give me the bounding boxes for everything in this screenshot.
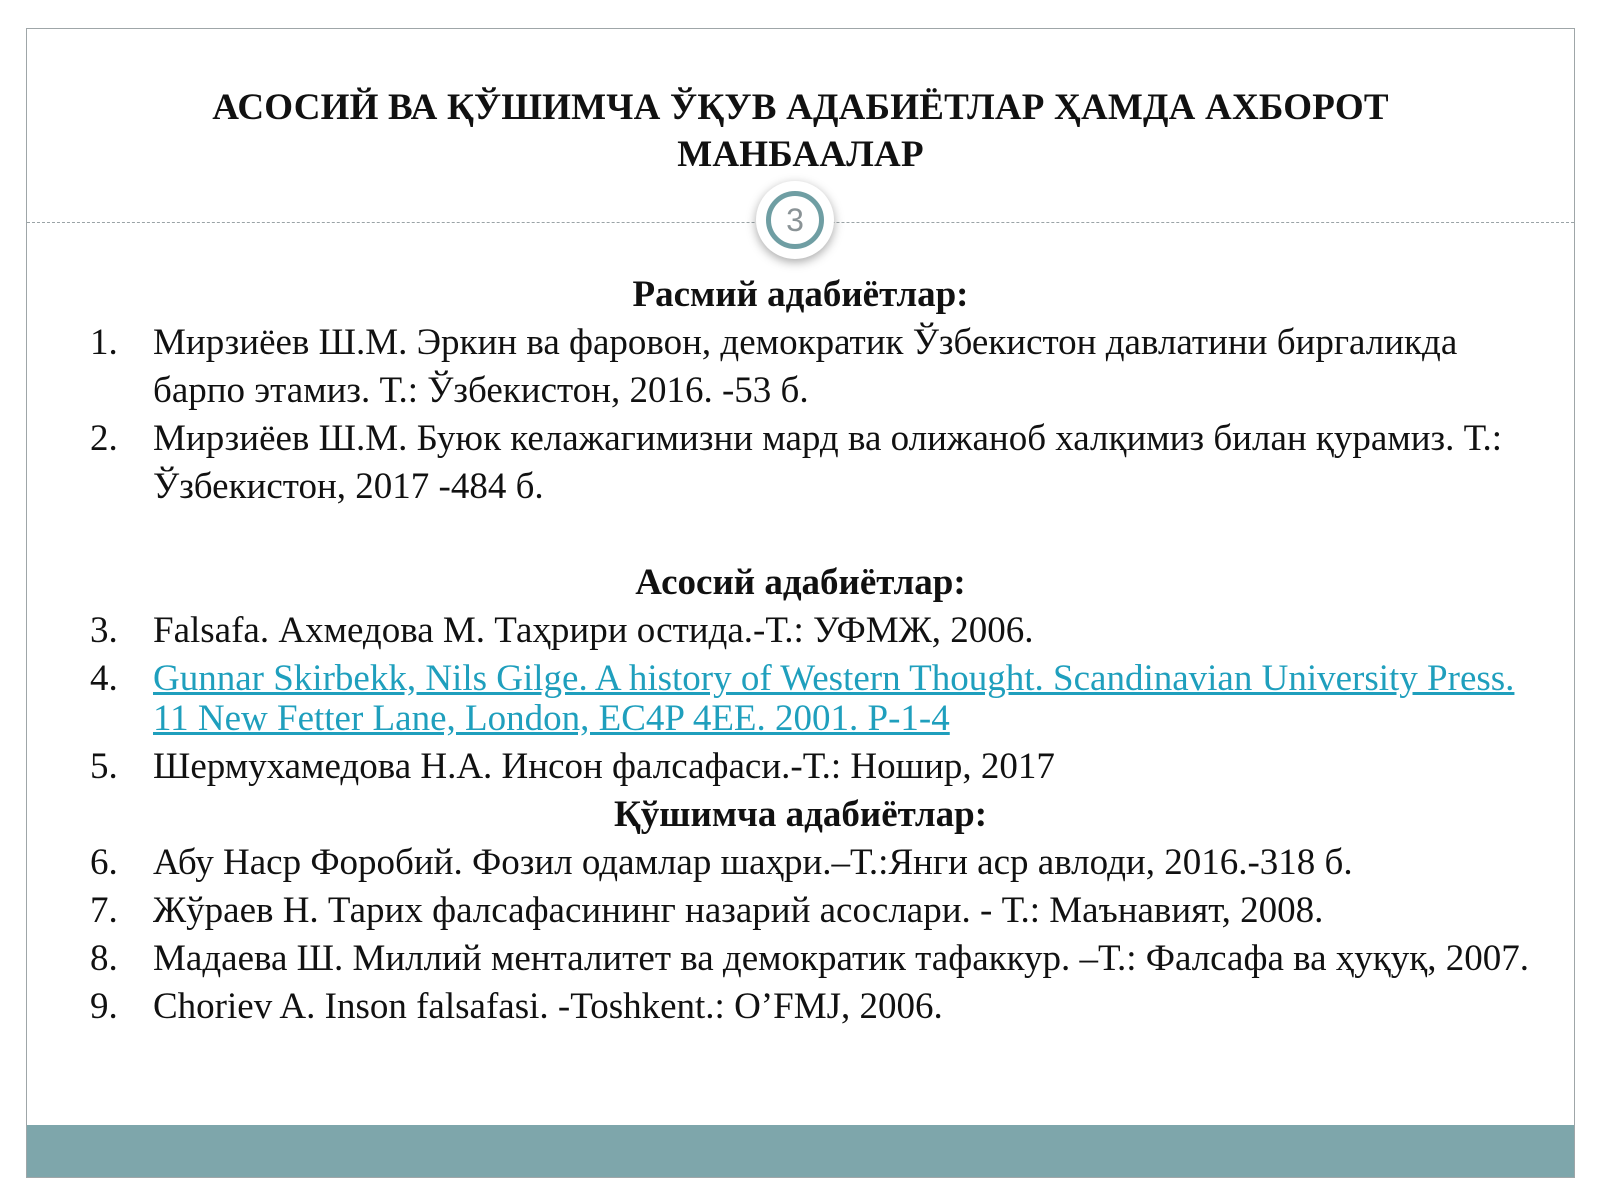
slide xyxy=(26,28,1575,1178)
list-item xyxy=(27,887,1574,935)
list-item-text: Choriev A. Inson falsafasi. -Toshkent.: O’FMJ, 2006. xyxy=(153,986,943,1027)
list-item xyxy=(27,743,1574,791)
list-item-text: Шермухамедова Н.А. Инсон фалсафаси.-Т.: Ношир, 2017 xyxy=(153,746,1055,787)
list-item-number: 8. xyxy=(90,938,118,979)
list-item-number: 6. xyxy=(90,842,118,883)
list-item-text: Мадаева Ш. Миллий менталитет ва демократик тафаккур. –Т.: Фалсафа ва ҳуқуқ, 2007. xyxy=(153,938,1529,979)
list-item xyxy=(27,415,1574,511)
section-heading-main: Асосий адабиётлар: xyxy=(635,562,966,603)
list-item-text: Абу Наср Форобий. Фозил одамлар шаҳри.–Т.:Янги аср авлоди, 2016.-318 б. xyxy=(153,842,1353,883)
list-item-text: Жўраев Н. Тарих фалсафасининг назарий асослари. - Т.: Маънавият, 2008. xyxy=(153,890,1324,931)
section-heading-official: Расмий адабиётлар: xyxy=(632,274,969,315)
list-item xyxy=(27,319,1574,415)
list-item-number: 3. xyxy=(90,610,118,651)
list-item-number: 1. xyxy=(90,322,118,363)
list-item-number: 2. xyxy=(90,418,118,459)
reference-link[interactable]: Gunnar Skirbekk, Nils Gilge. A history of Western Thought. Scandinavian University Press. 11 New Fetter Lane, London, EC4P 4EE. 2001. P-1-4 xyxy=(153,658,1515,739)
list-item xyxy=(27,983,1574,1031)
slide-title-line-2: МАНБААЛАР xyxy=(677,134,924,175)
list-item xyxy=(27,839,1574,887)
section-heading-additional: Қўшимча адабиётлар: xyxy=(613,794,988,835)
list-item-text: Falsafa. Ахмедова М. Таҳрири остида.-Т.: УФМЖ, 2006. xyxy=(153,610,1034,651)
list-item-text: Мирзиёев Ш.М. Эркин ва фаровон, демократик Ўзбекистон давлатини биргаликда барпо этамиз. Т.: Ўзбекистон, 2016. -53 б. xyxy=(153,322,1458,411)
list-item xyxy=(27,607,1574,655)
slide-title-line-1: АСОСИЙ ВА ҚЎШИМЧА ЎҚУВ АДАБИЁТЛАР ҲАМДА АХБОРОТ xyxy=(212,87,1389,128)
section-spacer xyxy=(27,511,1574,559)
slide-title xyxy=(67,84,1534,178)
list-item xyxy=(27,655,1574,743)
footer-bar xyxy=(27,1125,1574,1177)
list-item-number: 5. xyxy=(90,746,118,787)
list-item-text: Мирзиёев Ш.М. Буюк келажагимизни мард ва олижаноб халқимиз билан қурамиз. Т.: Ўзбекистон, 2017 -484 б. xyxy=(153,418,1503,507)
list-item-number: 4. xyxy=(90,658,118,699)
list-item-number: 9. xyxy=(90,986,118,1027)
slide-number-badge xyxy=(756,181,834,259)
slide-number: 3 xyxy=(766,191,824,249)
list-item-number: 7. xyxy=(90,890,118,931)
list-item xyxy=(27,935,1574,983)
bibliography xyxy=(27,271,1574,1031)
